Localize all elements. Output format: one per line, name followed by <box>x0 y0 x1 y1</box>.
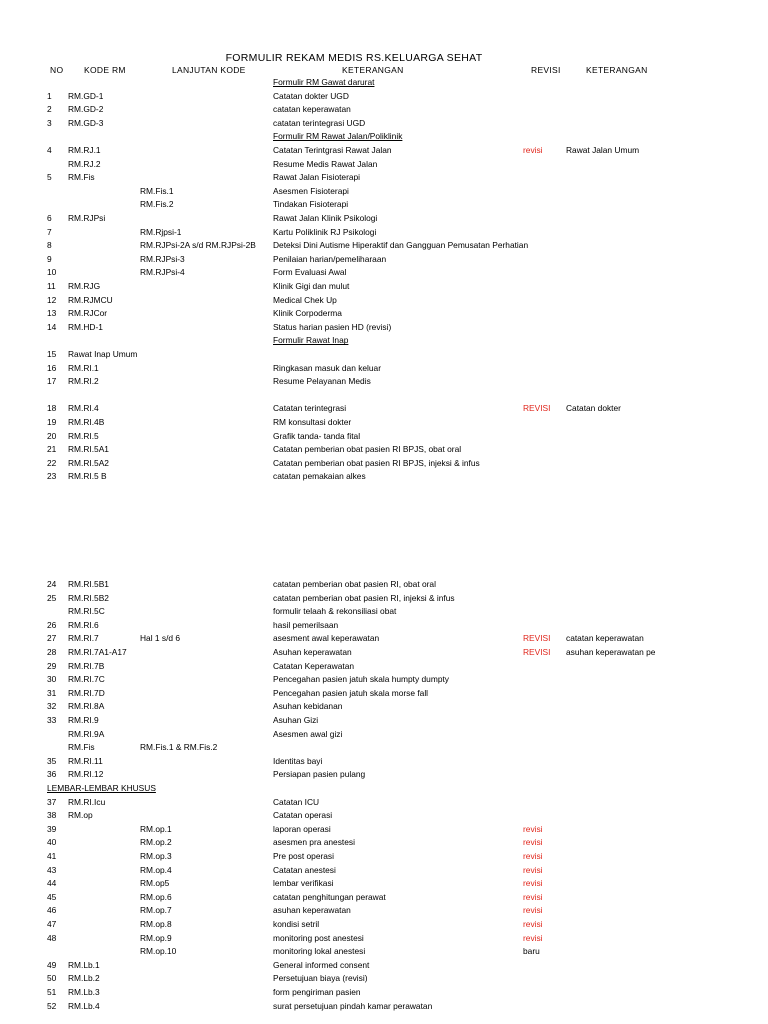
keterangan-cell: Klinik Corpoderma <box>273 308 342 319</box>
header-keterangan-2: KETERANGAN <box>586 65 648 75</box>
table-row <box>0 782 768 796</box>
kode-rm-cell: RM.RJ.2 <box>68 158 101 169</box>
row-number: 51 <box>47 987 57 997</box>
lanjutan-kode-cell: RM.op.6 <box>140 891 172 902</box>
lanjutan-kode-cell: RM.op.8 <box>140 919 172 929</box>
row-number: 21 <box>47 444 57 455</box>
row-number: 50 <box>47 973 57 984</box>
keterangan-cell: Pencegahan pasien jatuh skala morse fall <box>273 687 429 698</box>
revisi-cell: revisi <box>523 145 543 155</box>
row-number: 48 <box>47 932 57 943</box>
lanjutan-kode-cell: RM.RJPsi-3 <box>140 253 185 264</box>
kode-rm-cell: RM.Lb.4 <box>68 1000 100 1011</box>
row-number: 1 <box>47 90 52 101</box>
keterangan-cell: Kartu Poliklinik RJ Psikologi <box>273 226 377 237</box>
table-row <box>0 592 768 606</box>
keterangan-cell: Status harian pasien HD (revisi) <box>273 321 392 332</box>
keterangan-cell: catatan pemakaian alkes <box>273 471 366 482</box>
kode-rm-cell: RM.RJMCU <box>68 294 113 305</box>
table-row <box>0 945 768 959</box>
table-row <box>0 823 768 837</box>
keterangan-cell: Catatan pemberian obat pasien RI BPJS, obat oral <box>273 444 462 455</box>
row-number: 52 <box>47 1000 57 1011</box>
row-number: 45 <box>47 891 57 902</box>
table-row <box>0 632 768 646</box>
keterangan-cell: Asesmen Fisioterapi <box>273 185 349 196</box>
row-number: 37 <box>47 796 57 807</box>
revisi-cell: revisi <box>523 932 543 943</box>
row-number: 4 <box>47 145 52 155</box>
header-revisi: REVISI <box>531 65 561 75</box>
table-row <box>0 660 768 674</box>
row-number: 23 <box>47 471 57 482</box>
table-row <box>0 348 768 362</box>
kode-rm-cell: RM.RI.5 B <box>68 471 107 482</box>
revisi-cell: revisi <box>523 823 543 834</box>
table-row <box>0 646 768 660</box>
keterangan-cell: hasil pemerilsaan <box>273 619 339 630</box>
row-number: 26 <box>47 619 57 630</box>
keterangan-cell: Klinik Gigi dan mulut <box>273 281 350 291</box>
row-number: 24 <box>47 579 57 589</box>
keterangan-cell: catatan keperawatan <box>273 104 351 115</box>
kode-rm-cell: RM.RI.Icu <box>68 796 106 807</box>
table-row <box>0 741 768 755</box>
row-number: 15 <box>47 349 57 359</box>
table-row <box>0 158 768 172</box>
table-row <box>0 796 768 810</box>
keterangan-cell: Ringkasan masuk dan keluar <box>273 362 382 373</box>
kode-rm-cell: RM.RJG <box>68 281 101 291</box>
table-row <box>0 212 768 226</box>
keterangan-cell: catatan pemberian obat pasien RI, injeksi & infus <box>273 592 455 603</box>
row-number: 20 <box>47 430 57 441</box>
lanjutan-kode-cell: RM.Rjpsi-1 <box>140 226 182 237</box>
lanjutan-kode-cell: RM.Fis.2 <box>140 199 174 210</box>
table-row <box>0 253 768 267</box>
table-row <box>0 959 768 973</box>
revisi-cell: REVISI <box>523 633 551 644</box>
keterangan-cell: RM konsultasi dokter <box>273 417 352 427</box>
table-row <box>0 280 768 294</box>
keterangan-cell: asuhan keperawatan <box>273 905 351 916</box>
keterangan-cell: Persiapan pasien pulang <box>273 769 366 780</box>
keterangan-cell: Deteksi Dini Autisme Hiperaktif dan Gangguan Pemusatan Perhatian <box>273 240 529 251</box>
kode-rm-cell: RM.RI.5C <box>68 606 105 617</box>
keterangan-cell: Resume Pelayanan Medis <box>273 376 371 387</box>
table-row <box>0 416 768 430</box>
keterangan-cell: monitoring post anestesi <box>273 932 364 943</box>
row-number: 11 <box>47 281 56 291</box>
kode-rm-cell: RM.RI.7D <box>68 687 105 698</box>
row-number: 6 <box>47 213 52 223</box>
kode-rm-cell: RM.RI.12 <box>68 769 104 780</box>
keterangan-cell: Persetujuan biaya (revisi) <box>273 973 368 984</box>
kode-rm-cell: RM.op <box>68 810 93 821</box>
row-number: 14 <box>47 321 57 332</box>
lanjutan-kode-cell: RM.op.3 <box>140 851 172 861</box>
revisi-cell: REVISI <box>523 647 551 657</box>
row-number: 22 <box>47 457 57 468</box>
revisi-cell: revisi <box>523 919 543 929</box>
kode-rm-cell: Rawat Inap Umum <box>68 349 138 359</box>
keterangan-cell: Grafik tanda- tanda fital <box>273 430 361 441</box>
table-row <box>0 294 768 308</box>
kode-rm-cell: RM.GD-1 <box>68 90 104 101</box>
table-row <box>0 185 768 199</box>
row-number: 33 <box>47 715 57 725</box>
revisi-cell: baru <box>523 946 540 957</box>
table-row <box>0 402 768 416</box>
row-number: 32 <box>47 701 57 712</box>
table-row <box>0 470 768 484</box>
kode-rm-cell: RM.RI.5B2 <box>68 592 109 603</box>
keterangan-cell: Identitas bayi <box>273 755 323 766</box>
keterangan-cell: Formulir Rawat Inap <box>273 335 349 346</box>
keterangan-cell: catatan terintegrasi UGD <box>273 117 366 128</box>
kode-rm-cell: RM.Fis <box>68 172 95 183</box>
keterangan-cell: Pre post operasi <box>273 851 334 861</box>
keterangan-cell: General informed consent <box>273 959 370 970</box>
row-number: 49 <box>47 959 57 970</box>
keterangan-cell: asesment awal keperawatan <box>273 633 380 644</box>
table-row <box>0 430 768 444</box>
kode-rm-cell: RM.RI.7 <box>68 633 99 644</box>
row-number: 16 <box>47 362 57 373</box>
keterangan-cell: Formulir RM Rawat Jalan/Poliklinik <box>273 131 403 142</box>
row-number: 31 <box>47 687 57 698</box>
row-number: 27 <box>47 633 57 644</box>
keterangan-cell: Rawat Jalan Fisioterapi <box>273 172 361 183</box>
keterangan-cell: Medical Chek Up <box>273 294 337 305</box>
lanjutan-kode-cell: RM.op.1 <box>140 823 172 834</box>
kode-rm-cell: RM.Lb.1 <box>68 959 100 970</box>
lanjutan-kode-cell: RM.op5 <box>140 878 170 889</box>
kode-rm-cell: RM.HD-1 <box>68 321 103 332</box>
kode-rm-cell: RM.RI.2 <box>68 376 99 387</box>
revisi-cell: revisi <box>523 905 543 916</box>
kode-rm-cell: RM.RJCor <box>68 308 108 319</box>
table-row <box>0 918 768 932</box>
document-title: FORMULIR REKAM MEDIS RS.KELUARGA SEHAT <box>225 52 483 64</box>
row-number: 2 <box>47 104 52 115</box>
kode-rm-cell: RM.RI.4 <box>68 403 99 414</box>
table-row <box>0 836 768 850</box>
table-row <box>0 90 768 104</box>
lanjutan-kode-cell: RM.Fis.1 & RM.Fis.2 <box>140 742 218 753</box>
keterangan-2-cell: Catatan dokter <box>566 403 621 414</box>
keterangan-2-cell: asuhan keperawatan pe <box>566 647 656 657</box>
kode-rm-cell: RM.RI.5 <box>68 430 99 441</box>
table-row <box>0 809 768 823</box>
row-number: 38 <box>47 810 57 821</box>
row-number: 19 <box>47 417 57 427</box>
lanjutan-kode-cell: RM.op.9 <box>140 932 172 943</box>
kode-rm-cell: RM.Lb.2 <box>68 973 100 984</box>
keterangan-cell: Catatan anestesi <box>273 864 336 875</box>
header-keterangan: KETERANGAN <box>342 65 404 75</box>
table-row <box>0 117 768 131</box>
table-row <box>0 334 768 348</box>
row-number: 28 <box>47 647 57 657</box>
kode-rm-cell: RM.Fis <box>68 742 95 753</box>
row-number: 46 <box>47 905 57 916</box>
table-row <box>0 76 768 90</box>
revisi-cell: REVISI <box>523 403 551 414</box>
kode-rm-cell: RM.RI.5B1 <box>68 579 109 589</box>
section-heading: LEMBAR-LEMBAR KHUSUS <box>47 783 156 793</box>
keterangan-cell: Asuhan Gizi <box>273 715 319 725</box>
table-row <box>0 130 768 144</box>
row-number: 9 <box>47 253 52 264</box>
table-row <box>0 266 768 280</box>
table-row <box>0 932 768 946</box>
row-number: 36 <box>47 769 57 780</box>
row-number: 29 <box>47 660 57 671</box>
keterangan-cell: catatan penghitungan perawat <box>273 891 386 902</box>
kode-rm-cell: RM.Lb.3 <box>68 987 100 997</box>
table-row <box>0 362 768 376</box>
table-row <box>0 321 768 335</box>
keterangan-cell: Form Evaluasi Awal <box>273 267 347 278</box>
revisi-cell: revisi <box>523 837 543 848</box>
kode-rm-cell: RM.RI.7B <box>68 660 105 671</box>
row-number: 40 <box>47 837 57 848</box>
table-row <box>0 171 768 185</box>
table-row <box>0 605 768 619</box>
row-number: 35 <box>47 755 57 766</box>
row-number: 30 <box>47 674 57 685</box>
table-row <box>0 891 768 905</box>
table-row <box>0 578 768 592</box>
table-row <box>0 1000 768 1014</box>
keterangan-cell: Pencegahan pasien jatuh skala humpty dumpty <box>273 674 449 685</box>
row-number: 5 <box>47 172 52 183</box>
kode-rm-cell: RM.RI.7A1-A17 <box>68 647 127 657</box>
keterangan-cell: surat persetujuan pindah kamar perawatan <box>273 1000 433 1011</box>
header-kode-rm: KODE RM <box>84 65 126 75</box>
kode-rm-cell: RM.RI.6 <box>68 619 99 630</box>
table-row <box>0 103 768 117</box>
kode-rm-cell: RM.RI.9 <box>68 715 99 725</box>
table-row <box>0 864 768 878</box>
keterangan-cell: asesmen pra anestesi <box>273 837 355 848</box>
row-number: 44 <box>47 878 57 889</box>
keterangan-cell: kondisi setril <box>273 919 320 929</box>
table-row <box>0 375 768 389</box>
keterangan-cell: form pengiriman pasien <box>273 987 361 997</box>
kode-rm-cell: RM.RI.5A1 <box>68 444 109 455</box>
lanjutan-kode-cell: Hal 1 s/d 6 <box>140 633 181 644</box>
lanjutan-kode-cell: RM.RJPsi-4 <box>140 267 185 278</box>
row-number: 13 <box>47 308 57 319</box>
lanjutan-kode-cell: RM.RJPsi-2A s/d RM.RJPsi-2B <box>140 240 256 251</box>
keterangan-cell: Asuhan kebidanan <box>273 701 343 712</box>
revisi-cell: revisi <box>523 851 543 861</box>
row-number: 17 <box>47 376 57 387</box>
kode-rm-cell: RM.RI.5A2 <box>68 457 109 468</box>
table-row <box>0 728 768 742</box>
kode-rm-cell: RM.GD-2 <box>68 104 104 115</box>
kode-rm-cell: RM.RI.11 <box>68 755 103 766</box>
table-row <box>0 144 768 158</box>
keterangan-cell: Rawat Jalan Klinik Psikologi <box>273 213 378 223</box>
kode-rm-cell: RM.RI.1 <box>68 362 99 373</box>
revisi-cell: revisi <box>523 891 543 902</box>
keterangan-cell: Catatan pemberian obat pasien RI BPJS, injeksi & infus <box>273 457 480 468</box>
row-number: 25 <box>47 592 57 603</box>
table-row <box>0 307 768 321</box>
revisi-cell: revisi <box>523 864 543 875</box>
row-number: 12 <box>47 294 57 305</box>
keterangan-cell: Catatan Terintgrasi Rawat Jalan <box>273 145 392 155</box>
keterangan-2-cell: catatan keperawatan <box>566 633 644 644</box>
kode-rm-cell: RM.RI.9A <box>68 728 105 739</box>
keterangan-2-cell: Rawat Jalan Umum <box>566 145 640 155</box>
table-row <box>0 986 768 1000</box>
lanjutan-kode-cell: RM.op.10 <box>140 946 177 957</box>
keterangan-cell: Catatan terintegrasi <box>273 403 347 414</box>
table-row <box>0 443 768 457</box>
kode-rm-cell: RM.RI.7C <box>68 674 105 685</box>
row-number: 47 <box>47 919 57 929</box>
header-lanjutan-kode: LANJUTAN KODE <box>172 65 246 75</box>
lanjutan-kode-cell: RM.Fis.1 <box>140 185 174 196</box>
table-row <box>0 755 768 769</box>
keterangan-cell: Tindakan Fisioterapi <box>273 199 349 210</box>
kode-rm-cell: RM.RJPsi <box>68 213 106 223</box>
revisi-cell: revisi <box>523 878 543 889</box>
keterangan-cell: formulir telaah & rekonsiliasi obat <box>273 606 397 617</box>
table-row <box>0 239 768 253</box>
table-row <box>0 768 768 782</box>
keterangan-cell: Formulir RM Gawat darurat <box>273 77 375 87</box>
keterangan-cell: monitoring lokal anestesi <box>273 946 366 957</box>
keterangan-cell: Asuhan keperawatan <box>273 647 352 657</box>
table-row <box>0 700 768 714</box>
keterangan-cell: Penilaian harian/pemeliharaan <box>273 253 387 264</box>
keterangan-cell: Catatan dokter UGD <box>273 90 349 101</box>
table-row <box>0 714 768 728</box>
table-row <box>0 619 768 633</box>
keterangan-cell: lembar verifikasi <box>273 878 334 889</box>
table-row <box>0 457 768 471</box>
keterangan-cell: catatan pemberian obat pasien RI, obat oral <box>273 579 436 589</box>
keterangan-cell: Catatan ICU <box>273 796 320 807</box>
kode-rm-cell: RM.RI.8A <box>68 701 105 712</box>
row-number: 41 <box>47 851 57 861</box>
keterangan-cell: laporan operasi <box>273 823 331 834</box>
table-row <box>0 226 768 240</box>
keterangan-cell: Asesmen awal gizi <box>273 728 343 739</box>
kode-rm-cell: RM.RI.4B <box>68 417 105 427</box>
table-row <box>0 972 768 986</box>
table-row <box>0 198 768 212</box>
row-number: 18 <box>47 403 57 414</box>
keterangan-cell: Catatan Keperawatan <box>273 660 355 671</box>
row-number: 43 <box>47 864 57 875</box>
row-number: 8 <box>47 240 52 251</box>
keterangan-cell: Catatan operasi <box>273 810 333 821</box>
header-no: NO <box>50 65 64 75</box>
table-row <box>0 904 768 918</box>
kode-rm-cell: RM.RJ.1 <box>68 145 101 155</box>
row-number: 10 <box>47 267 57 278</box>
lanjutan-kode-cell: RM.op.7 <box>140 905 172 916</box>
lanjutan-kode-cell: RM.op.4 <box>140 864 172 875</box>
table-row <box>0 877 768 891</box>
keterangan-cell: Resume Medis Rawat Jalan <box>273 158 378 169</box>
row-number: 7 <box>47 226 52 237</box>
table-row <box>0 850 768 864</box>
table-row <box>0 389 768 403</box>
kode-rm-cell: RM.GD-3 <box>68 117 104 128</box>
row-number: 39 <box>47 823 57 834</box>
table-row <box>0 687 768 701</box>
lanjutan-kode-cell: RM.op.2 <box>140 837 172 848</box>
table-row <box>0 673 768 687</box>
row-number: 3 <box>47 117 52 128</box>
